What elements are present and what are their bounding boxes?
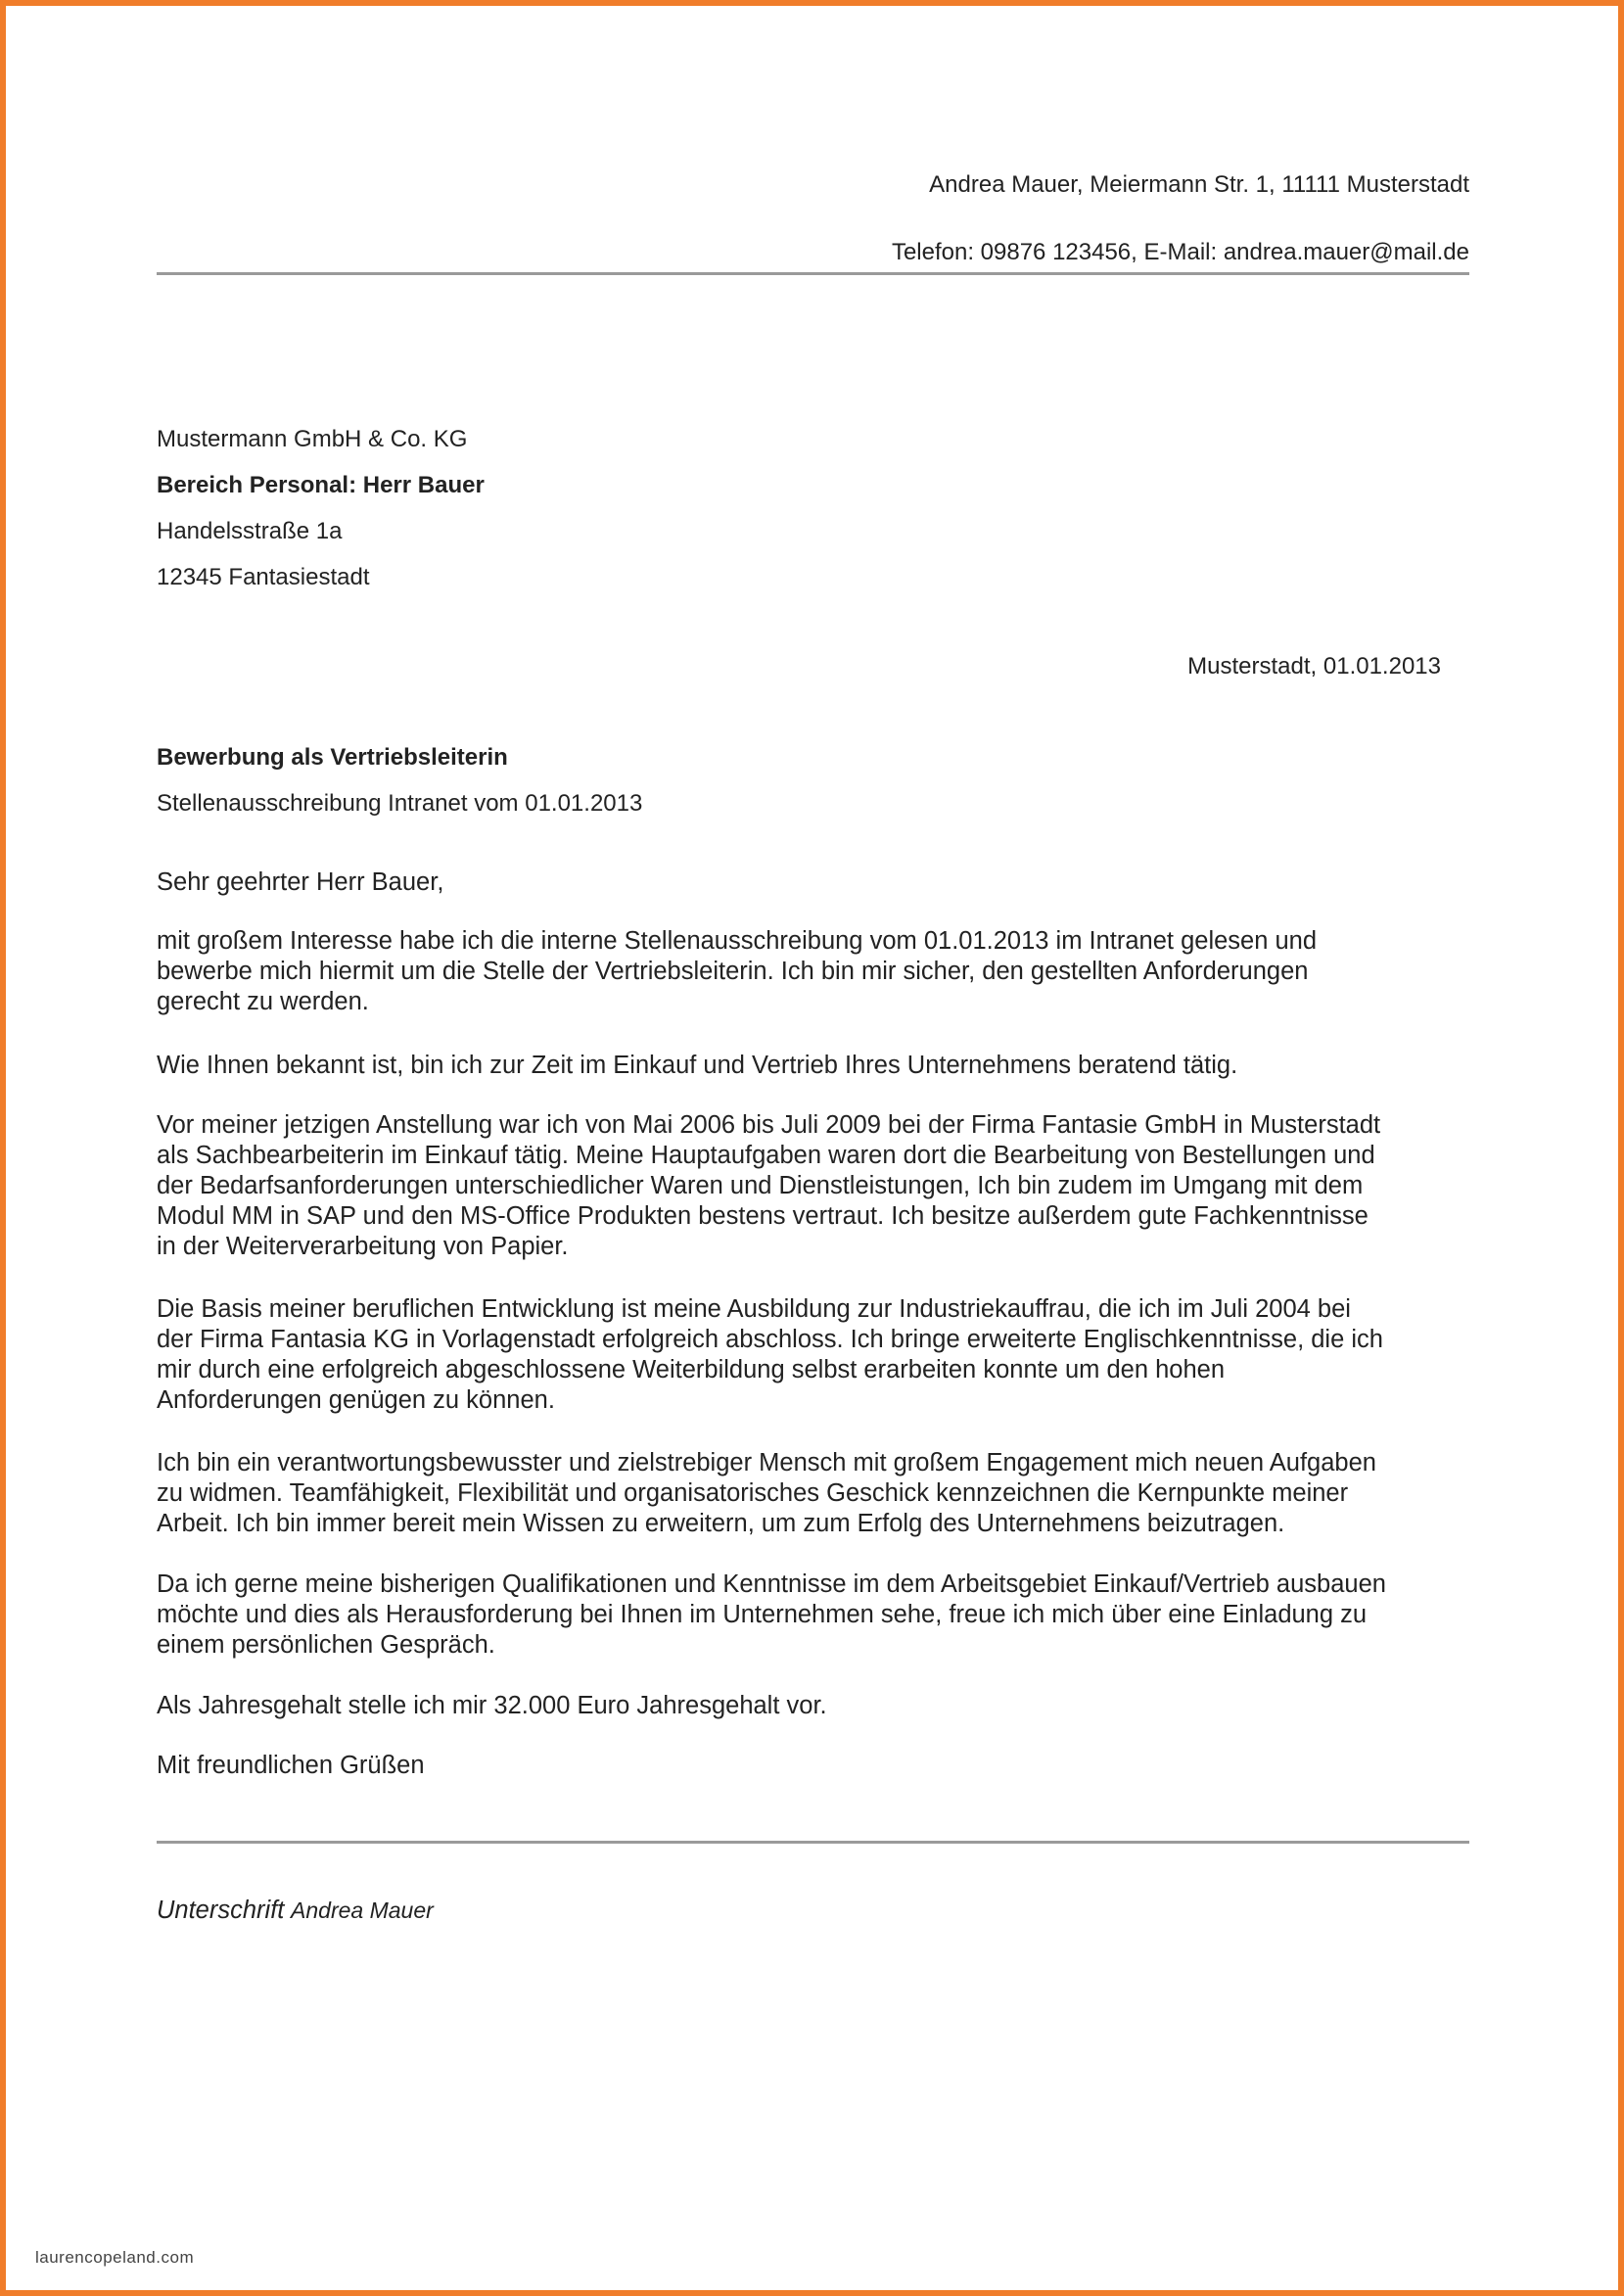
signature-line bbox=[157, 1896, 434, 1926]
closing: Mit freundlichen Grüßen bbox=[157, 1752, 425, 1779]
paragraph-line: der Bedarfsanforderungen unterschiedlicher Waren und Dienstleistungen, Ich bin zudem im Umgang mit dem bbox=[157, 1172, 1364, 1199]
paragraph-line: möchte und dies als Herausforderung bei Ihnen im Unternehmen sehe, freue ich mich über eine Einladung zu bbox=[157, 1601, 1368, 1628]
body-paragraph bbox=[157, 1691, 1488, 1721]
paragraph-line: Vor meiner jetzigen Anstellung war ich von Mai 2006 bis Juli 2009 bei der Firma Fantasie GmbH in Musterstadt bbox=[157, 1111, 1381, 1139]
recipient-street: Handelsstraße 1a bbox=[157, 518, 343, 544]
paragraph-line: Ich bin ein verantwortungsbewusster und zielstrebiger Mensch mit großem Engagement mich neuen Aufgaben bbox=[157, 1449, 1376, 1476]
body-paragraph bbox=[157, 1051, 1488, 1081]
paragraph-line: in der Weiterverarbeitung von Papier. bbox=[157, 1233, 569, 1260]
paragraph-line: Die Basis meiner beruflichen Entwicklung ist meine Ausbildung zur Industriekauffrau, die ich im Juli 2004 bei bbox=[157, 1295, 1351, 1323]
paragraph-line: der Firma Fantasia KG in Vorlagenstadt erfolgreich abschloss. Ich bringe erweiterte Englischkenntnisse, die ich bbox=[157, 1326, 1383, 1353]
watermark-text: laurencopeland.com bbox=[35, 2248, 195, 2267]
body-paragraph bbox=[157, 1448, 1488, 1539]
sender-address: Andrea Mauer, Meiermann Str. 1, 11111 Musterstadt bbox=[929, 171, 1469, 198]
paragraph-line: mit großem Interesse habe ich die interne Stellenausschreibung vom 01.01.2013 im Intranet gelesen und bbox=[157, 927, 1318, 955]
paragraph-line: Anforderungen genügen zu können. bbox=[157, 1386, 555, 1414]
signature-name: Andrea Mauer bbox=[291, 1898, 434, 1923]
paragraph-line: als Sachbearbeiterin im Einkauf tätig. Meine Hauptaufgaben waren dort die Bearbeitung von Bestellungen und bbox=[157, 1142, 1375, 1169]
paragraph-line: zu widmen. Teamfähigkeit, Flexibilität und organisatorisches Geschick kennzeichnen die Kernpunkte meiner bbox=[157, 1479, 1349, 1507]
paragraph-line: einem persönlichen Gespräch. bbox=[157, 1631, 495, 1659]
body-paragraph bbox=[157, 926, 1488, 1017]
body-paragraph bbox=[157, 1570, 1488, 1661]
paragraph-line: Als Jahresgehalt stelle ich mir 32.000 Euro Jahresgehalt vor. bbox=[157, 1692, 827, 1719]
sender-contact: Telefon: 09876 123456, E-Mail: andrea.mauer@mail.de bbox=[891, 239, 1469, 265]
paragraph-line: Modul MM in SAP und den MS-Office Produkten bestens vertraut. Ich besitze außerdem gute Fachkenntnisse bbox=[157, 1202, 1369, 1230]
recipient-department: Bereich Personal: Herr Bauer bbox=[157, 472, 485, 498]
place-date: Musterstadt, 01.01.2013 bbox=[1187, 653, 1441, 679]
subject-title: Bewerbung als Vertriebsleiterin bbox=[157, 744, 508, 771]
recipient-company: Mustermann GmbH & Co. KG bbox=[157, 426, 468, 452]
signature-divider bbox=[157, 1841, 1469, 1844]
recipient-city: 12345 Fantasiestadt bbox=[157, 564, 370, 590]
paragraph-line: bewerbe mich hiermit um die Stelle der Vertriebsleiterin. Ich bin mir sicher, den gestellten Anforderungen bbox=[157, 958, 1309, 985]
subject-reference: Stellenausschreibung Intranet vom 01.01.2013 bbox=[157, 790, 643, 817]
salutation: Sehr geehrter Herr Bauer, bbox=[157, 868, 444, 896]
paragraph-line: mir durch eine erfolgreich abgeschlossene Weiterbildung selbst erarbeiten konnte um den hohen bbox=[157, 1356, 1226, 1383]
signature-label: Unterschrift bbox=[157, 1897, 285, 1924]
header-divider bbox=[157, 272, 1469, 275]
paragraph-line: Da ich gerne meine bisherigen Qualifikationen und Kenntnisse im dem Arbeitsgebiet Einkauf/Vertrieb ausbauen bbox=[157, 1570, 1386, 1598]
body-paragraph bbox=[157, 1294, 1488, 1416]
body-paragraph bbox=[157, 1110, 1488, 1262]
paragraph-line: Arbeit. Ich bin immer bereit mein Wissen zu erweitern, um zum Erfolg des Unternehmens beizutragen. bbox=[157, 1510, 1285, 1537]
paragraph-line: gerecht zu werden. bbox=[157, 988, 369, 1015]
paragraph-line: Wie Ihnen bekannt ist, bin ich zur Zeit im Einkauf und Vertrieb Ihres Unternehmens beratend tätig. bbox=[157, 1052, 1238, 1079]
